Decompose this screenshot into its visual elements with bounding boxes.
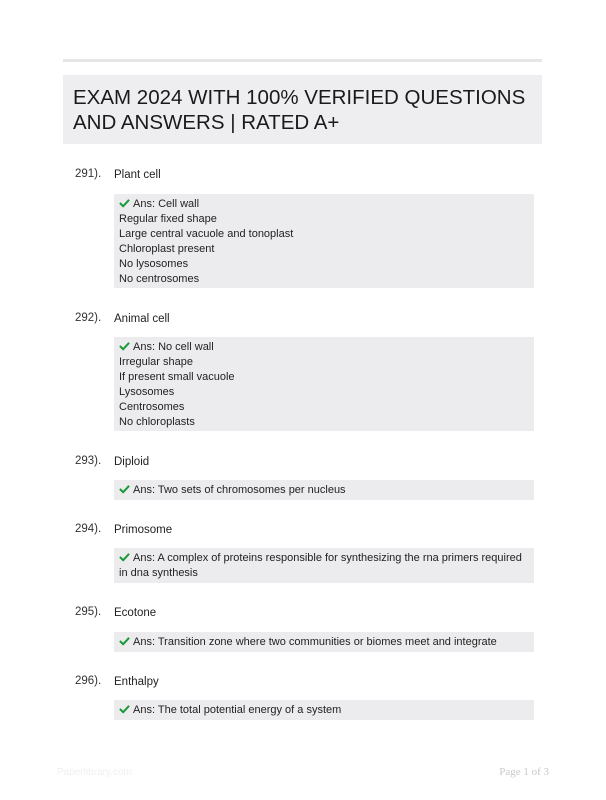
question-term: Diploid — [114, 456, 150, 468]
answer-text: Lysosomes — [119, 386, 175, 398]
answer-text: Ans: No cell wall — [133, 341, 214, 353]
checkmark-icon — [119, 704, 130, 714]
question-term: Animal cell — [114, 313, 170, 325]
answer-text: Large central vacuole and tonoplast — [119, 228, 294, 240]
page-title: EXAM 2024 WITH 100% VERIFIED QUESTIONS AND ANSWERS | RATED A+ — [73, 86, 526, 134]
question-number: 293). — [75, 455, 102, 467]
answer-text: Ans: A complex of proteins responsible for synthesizing the rna primers required in dna synthesis — [119, 552, 522, 579]
top-divider — [63, 59, 542, 62]
answer-box — [114, 480, 534, 500]
question-term: Plant cell — [114, 169, 161, 181]
answer-text: No lysosomes — [119, 258, 189, 270]
answer-box — [114, 632, 534, 652]
answer-text: No centrosomes — [119, 273, 200, 285]
checkmark-icon — [119, 484, 130, 494]
title-banner — [63, 75, 542, 144]
question-number: 294). — [75, 523, 102, 535]
answer-box — [114, 548, 534, 583]
answer-box — [114, 194, 534, 288]
checkmark-icon — [119, 341, 130, 351]
answer-text: Ans: The total potential energy of a system — [133, 704, 342, 716]
answer-text: Ans: Transition zone where two communities or biomes meet and integrate — [133, 636, 497, 648]
answer-text: Centrosomes — [119, 401, 185, 413]
question-number: 291). — [75, 168, 102, 180]
checkmark-icon — [119, 198, 130, 208]
checkmark-icon — [119, 636, 130, 646]
answer-text: No chloroplasts — [119, 416, 195, 428]
answer-box — [114, 337, 534, 431]
question-number: 296). — [75, 675, 102, 687]
answer-text: Irregular shape — [119, 356, 193, 368]
answer-box — [114, 700, 534, 720]
question-number: 292). — [75, 312, 102, 324]
footer-watermark: Paperlibrary.com — [57, 767, 132, 778]
answer-text: Ans: Cell wall — [133, 198, 200, 210]
question-term: Enthalpy — [114, 676, 159, 688]
answer-text: If present small vacuole — [119, 371, 235, 383]
question-term: Ecotone — [114, 607, 157, 619]
question-number: 295). — [75, 606, 102, 618]
answer-text: Ans: Two sets of chromosomes per nucleus — [133, 484, 346, 496]
question-term: Primosome — [114, 524, 173, 536]
answer-text: Chloroplast present — [119, 243, 215, 255]
checkmark-icon — [119, 552, 130, 562]
page-number: Page 1 of 3 — [499, 766, 549, 778]
answer-text: Regular fixed shape — [119, 213, 217, 225]
